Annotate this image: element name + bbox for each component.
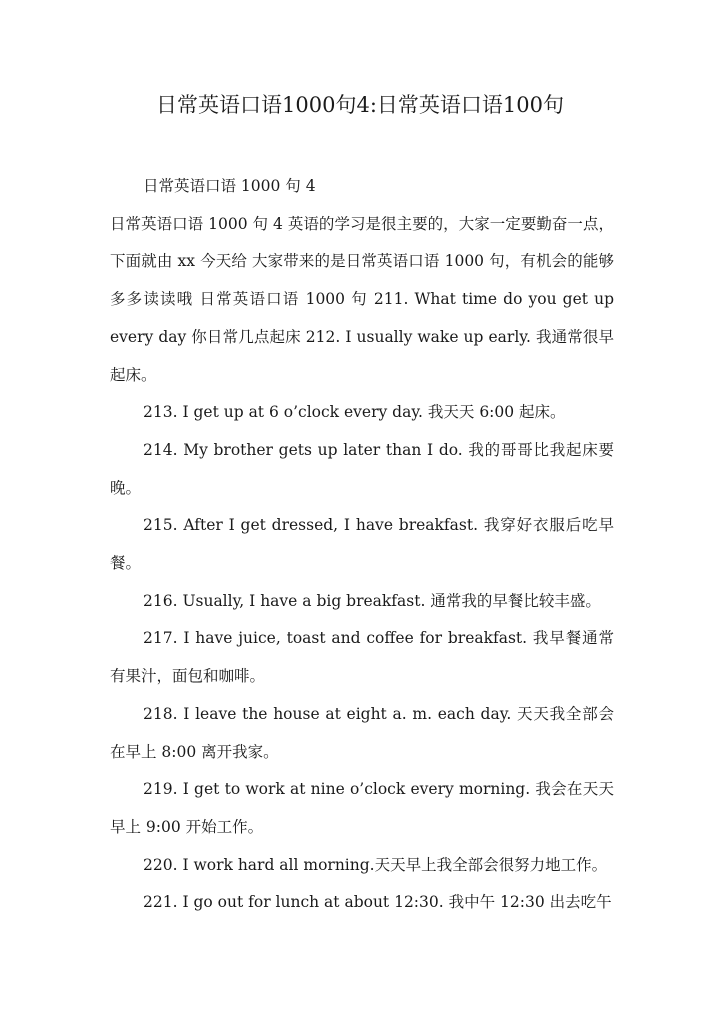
document-title: 日常英语口语1000句4:日常英语口语100句 <box>156 93 564 117</box>
document-body <box>110 168 614 922</box>
sentence-218: 218. I leave the house at eight a. m. each day. 天天我全部会在早上 8:00 离开我家。 <box>110 704 614 761</box>
sentence-221: 221. I go out for lunch at about 12:30. 我中午 12:30 出去吃午 <box>143 893 612 912</box>
intro-paragraph: 日常英语口语 1000 句 4 英语的学习是很主要的，大家一定要勤奋一点，下面就由 xx 今天给 大家带来的是日常英语口语 1000 句，有机会的能够多多读读哦 日常英语口语 1000 句 211. What time do you get up every day 你日常几点起床 212. I usually wake up early. 我通常很早起床。 <box>110 214 614 384</box>
sentence-220: 220. I work hard all morning.天天早上我全部会很努力地工作。 <box>143 855 608 874</box>
subtitle-paragraph: 日常英语口语 1000 句 4 <box>143 177 316 195</box>
sentence-219: 219. I get to work at nine o’clock every morning. 我会在天天早上 9:00 开始工作。 <box>110 780 614 836</box>
sentence-213: 213. I get up at 6 o’clock every day. 我天天 6:00 起床。 <box>143 403 566 422</box>
sentence-215: 215. After I get dressed, I have breakfast. 我穿好衣服后吃早餐。 <box>110 516 614 573</box>
sentence-214: 214. My brother gets up later than I do. 我的哥哥比我起床要晚。 <box>110 440 614 497</box>
sentence-217: 217. I have juice, toast and coffee for breakfast. 我早餐通常有果汁，面包和咖啡。 <box>110 629 614 686</box>
sentence-216: 216. Usually, I have a big breakfast. 通常我的早餐比较丰盛。 <box>143 591 601 610</box>
